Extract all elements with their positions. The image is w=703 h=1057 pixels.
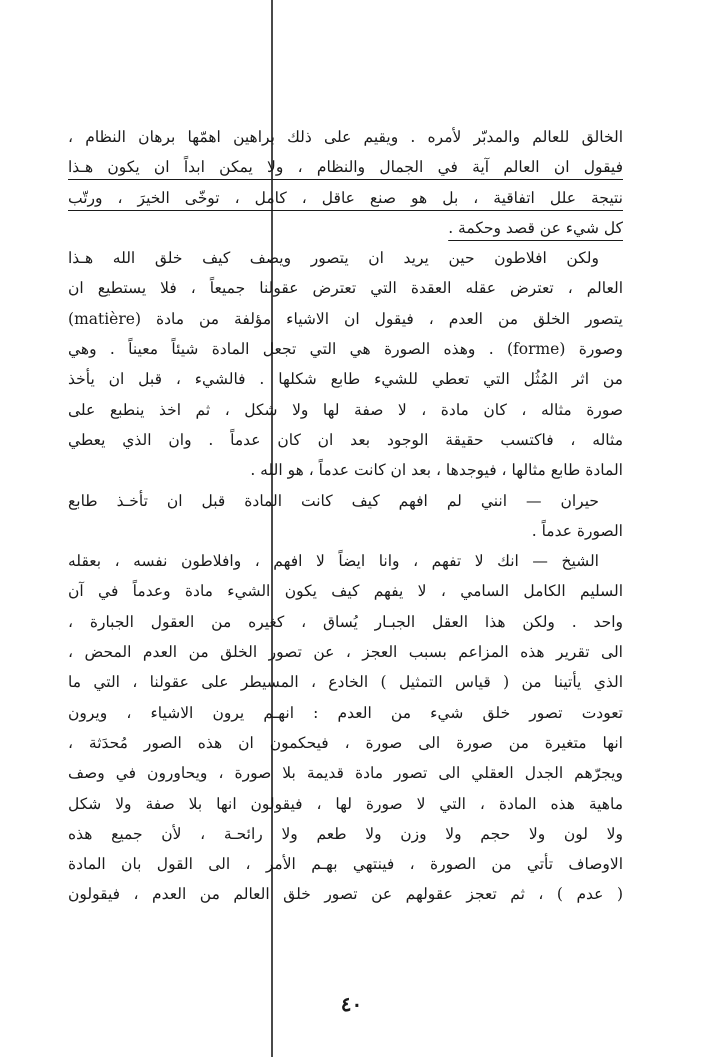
- text-line: الشيخ — انك لا تفهم ، وانا ايضاً لا افهم ، وافلاطون نفسه ، بعقله: [68, 552, 599, 571]
- text-line: حيران — انني لم افهم كيف كانت المادة قبل ان تأخـذ طابع: [68, 491, 599, 510]
- text-line: واحد . ولكن هذا العقل الجبـار يُساق ، كغيره من العقول الجبارة ،: [68, 612, 623, 631]
- text-line: ولكن افلاطون حين يريد ان يتصور ويصف كيف خلق الله هـذا: [68, 249, 599, 268]
- text-line: المادة طابع مثالها ، فيوجدها ، بعد ان كانت عدماً ، هو الله .: [250, 461, 623, 480]
- text-line: العالم ، تعترض عقله العقدة التي تعترض عقولنا جميعاً ، فلا يستطيع ان: [68, 279, 623, 298]
- text-line: ولا لون ولا حجم ولا وزن ولا طعم ولا رائحـة ، لأن جميع هذه: [68, 824, 623, 843]
- text-line: ( عدم ) ، ثم تعجز عقولهم عن تصور خلق العالم من العدم ، فيقولون: [68, 885, 623, 904]
- text-line: الاوصاف تأتي من الصورة ، فينتهي بهـم الأمر ، الى القول بان المادة: [68, 855, 623, 874]
- text-line: الى تقرير هذه المزاعم بسبب العجز ، عن تصور الخلق من العدم المحض ،: [68, 643, 623, 662]
- text-line: يتصور الخلق من العدم ، فيقول ان الاشياء مؤلفة من مادة (matière): [68, 309, 623, 328]
- text-line: صورة مثاله ، كان مادة ، لا صفة لها ولا شكل ، ثم اخذ ينطبع على: [68, 400, 623, 419]
- text-line: ماهية هذه المادة ، التي لا صورة لها ، فيقولون انها بلا صفة ولا شكل: [68, 794, 623, 813]
- text-line: الصورة عدماً .: [531, 521, 623, 540]
- page-number: ٤٠: [340, 992, 363, 1016]
- text-line: مثاله ، فاكتسب حقيقة الوجود بعد ان كان عدماً . وان الذي يعطي: [68, 430, 623, 449]
- text-line: الخالق للعالم والمدبّر لأمره . ويقيم على ذلك براهين اهمّها برهان النظام ،: [68, 128, 623, 146]
- text-line: الذي يأتينا من ( قياس التمثيل ) الخادع ، المسيطر على عقولنا ، التي ما: [68, 673, 623, 692]
- text-line: تعودت تصور خلق شيء من العدم : انهـم يرون الاشياء ، ويرون: [68, 703, 623, 722]
- text-line: انها متغيرة من صورة الى صورة ، فيحكمون ان هذه الصور مُحدَثة ،: [68, 733, 623, 752]
- text-line: كل شيء عن قصد وحكمة .: [448, 218, 623, 237]
- text-line: نتيجة علل اتفاقية ، بل هو صنع عاقل ، كامل ، توخّى الخيرَ ، ورتّب: [68, 188, 623, 207]
- text-line: وصورة (forme) . وهذه الصورة هي التي تجعل المادة شيئاً معيناً . وهي: [68, 340, 623, 359]
- text-line: من اثر المُثُل التي تعطي للشيء طابع شكلها . فالشيء ، قبل ان يأخذ: [68, 370, 623, 389]
- text-line: ويجرّهم الجدل العقلي الى تصور مادة قديمة بلا صورة ، ويحاورون في وصف: [68, 764, 623, 783]
- body-text: [68, 122, 623, 910]
- text-line: فيقول ان العالم آية في الجمال والنظام ، ولا يمكن ابداً ان يكون هـذا: [68, 158, 623, 177]
- text-line: السليم الكامل السامي ، لا يفهم كيف يكون الشيء مادة وعدماً في آن: [68, 582, 623, 601]
